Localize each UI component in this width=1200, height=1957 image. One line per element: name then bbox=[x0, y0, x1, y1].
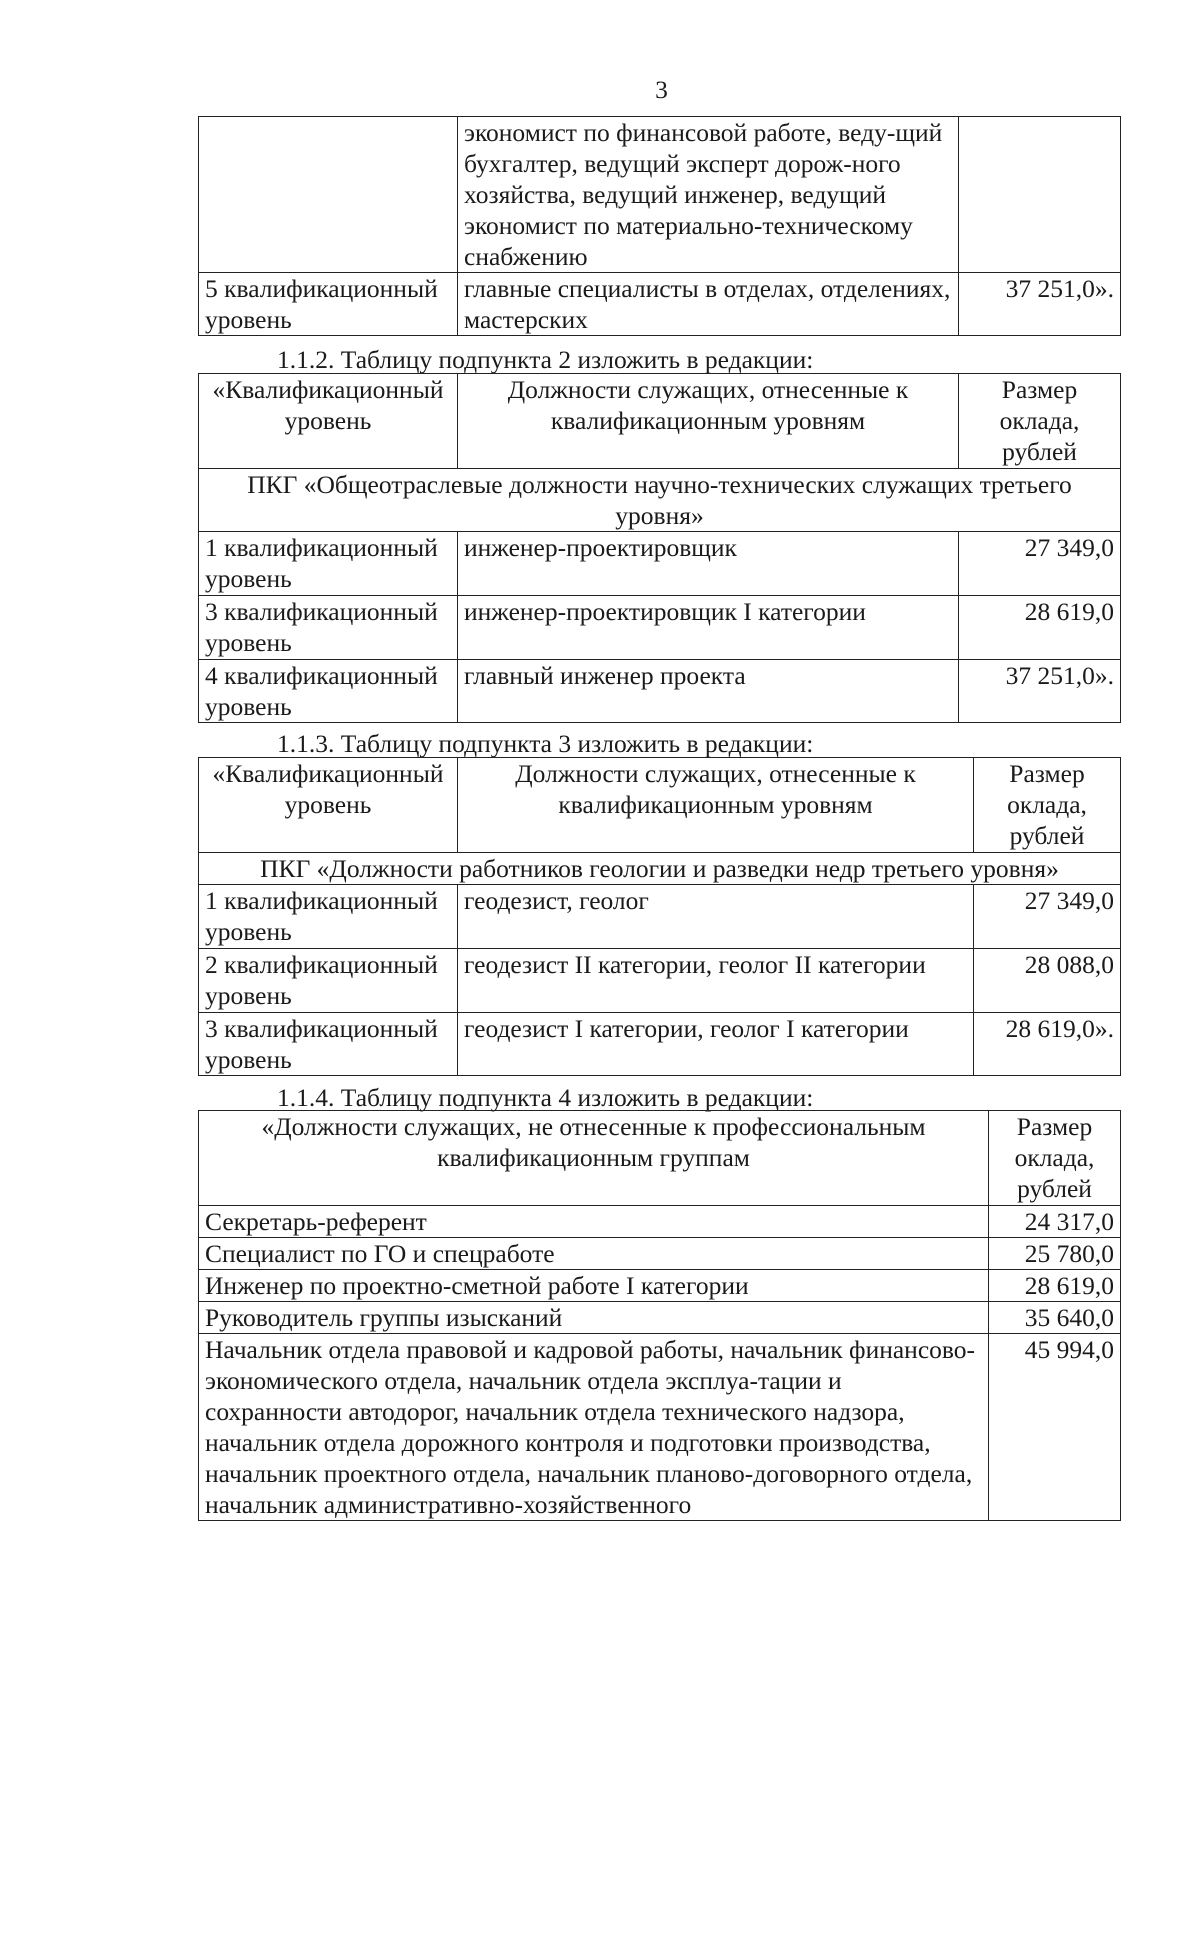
positions-cell: геодезист II категории, геолог II категории bbox=[458, 949, 974, 1013]
table-header-row bbox=[199, 758, 1121, 853]
position-cell: Руководитель группы изысканий bbox=[199, 1302, 989, 1334]
salary-cell: 27 349,0 bbox=[959, 532, 1121, 596]
table-row bbox=[199, 273, 1121, 336]
table-row bbox=[199, 1206, 1121, 1238]
salary-cell: 28 088,0 bbox=[974, 949, 1121, 1013]
header-positions: «Должности служащих, не отнесенные к профессиональным квалификационным группам bbox=[199, 1111, 989, 1206]
group-title: ПКГ «Должности работников геологии и разведки недр третьего уровня» bbox=[199, 853, 1121, 885]
table-1 bbox=[198, 116, 1120, 336]
table-row bbox=[199, 1334, 1121, 1521]
table-3 bbox=[198, 757, 1120, 1076]
header-positions: Должности служащих, отнесенные к квалификационным уровням bbox=[458, 758, 974, 853]
position-cell: Секретарь-референт bbox=[199, 1206, 989, 1238]
positions-cell: геодезист I категории, геолог I категории bbox=[458, 1013, 974, 1076]
positions-cell: экономист по финансовой работе, веду-щий бухгалтер, ведущий эксперт дорож-ного хозяйства, ведущий инженер, ведущий экономист по материально-техническому снабжению bbox=[458, 117, 959, 273]
group-row bbox=[199, 469, 1121, 532]
salary-cell: 37 251,0». bbox=[959, 660, 1121, 723]
table-row bbox=[199, 1013, 1121, 1076]
table-4 bbox=[198, 1110, 1120, 1521]
position-cell: Инженер по проектно-сметной работе I категории bbox=[199, 1270, 989, 1302]
salary-cell: 27 349,0 bbox=[974, 885, 1121, 949]
table-row bbox=[199, 532, 1121, 596]
position-cell: Специалист по ГО и спецработе bbox=[199, 1238, 989, 1270]
level-cell: 1 квалификационный уровень bbox=[199, 532, 458, 596]
salary-cell bbox=[959, 117, 1121, 273]
positions-cell: главные специалисты в отделах, отделениях, мастерских bbox=[458, 273, 959, 336]
table-row bbox=[199, 1270, 1121, 1302]
table-row bbox=[199, 885, 1121, 949]
header-level: «Квалификационный уровень bbox=[199, 374, 458, 469]
section-2-caption: 1.1.2. Таблицу подпункта 2 изложить в редакции: bbox=[277, 345, 814, 374]
header-salary: Размер оклада, рублей bbox=[989, 1111, 1121, 1206]
level-cell: 1 квалификационный уровень bbox=[199, 885, 458, 949]
salary-cell: 45 994,0 bbox=[989, 1334, 1121, 1521]
salary-cell: 37 251,0». bbox=[959, 273, 1121, 336]
table-header-row bbox=[199, 374, 1121, 469]
salary-cell: 25 780,0 bbox=[989, 1238, 1121, 1270]
position-cell: Начальник отдела правовой и кадровой работы, начальник финансово-экономического отдела, начальник отдела эксплуа-тации и сохранности автодорог, начальник отдела технического надзора, начальник отдела дорожного контроля и подготовки производства, начальник проектного отдела, начальник планово-договорного отдела, начальник административно-хозяйственного bbox=[199, 1334, 989, 1521]
header-positions: Должности служащих, отнесенные к квалификационным уровням bbox=[458, 374, 959, 469]
level-cell: 4 квалификационный уровень bbox=[199, 660, 458, 723]
level-cell: 3 квалификационный уровень bbox=[199, 596, 458, 660]
table-row bbox=[199, 117, 1121, 273]
level-cell: 3 квалификационный уровень bbox=[199, 1013, 458, 1076]
header-salary: Размер оклада, рублей bbox=[974, 758, 1121, 853]
header-level: «Квалификационный уровень bbox=[199, 758, 458, 853]
header-salary: Размер оклада, рублей bbox=[959, 374, 1121, 469]
positions-cell: инженер-проектировщик I категории bbox=[458, 596, 959, 660]
table-row bbox=[199, 1302, 1121, 1334]
level-cell: 5 квалификационный уровень bbox=[199, 273, 458, 336]
level-cell: 2 квалификационный уровень bbox=[199, 949, 458, 1013]
table-row bbox=[199, 1238, 1121, 1270]
salary-cell: 35 640,0 bbox=[989, 1302, 1121, 1334]
table-header-row bbox=[199, 1111, 1121, 1206]
section-4-caption: 1.1.4. Таблицу подпункта 4 изложить в редакции: bbox=[277, 1083, 814, 1112]
positions-cell: главный инженер проекта bbox=[458, 660, 959, 723]
salary-cell: 24 317,0 bbox=[989, 1206, 1121, 1238]
positions-cell: геодезист, геолог bbox=[458, 885, 974, 949]
salary-cell: 28 619,0». bbox=[974, 1013, 1121, 1076]
table-2 bbox=[198, 373, 1120, 723]
group-title: ПКГ «Общеотраслевые должности научно-технических служащих третьего уровня» bbox=[199, 469, 1121, 532]
page-number: 3 bbox=[655, 75, 668, 104]
salary-cell: 28 619,0 bbox=[959, 596, 1121, 660]
level-cell bbox=[199, 117, 458, 273]
salary-cell: 28 619,0 bbox=[989, 1270, 1121, 1302]
table-row bbox=[199, 596, 1121, 660]
group-row bbox=[199, 853, 1121, 885]
table-row bbox=[199, 949, 1121, 1013]
table-row bbox=[199, 660, 1121, 723]
positions-cell: инженер-проектировщик bbox=[458, 532, 959, 596]
section-3-caption: 1.1.3. Таблицу подпункта 3 изложить в редакции: bbox=[277, 729, 814, 758]
